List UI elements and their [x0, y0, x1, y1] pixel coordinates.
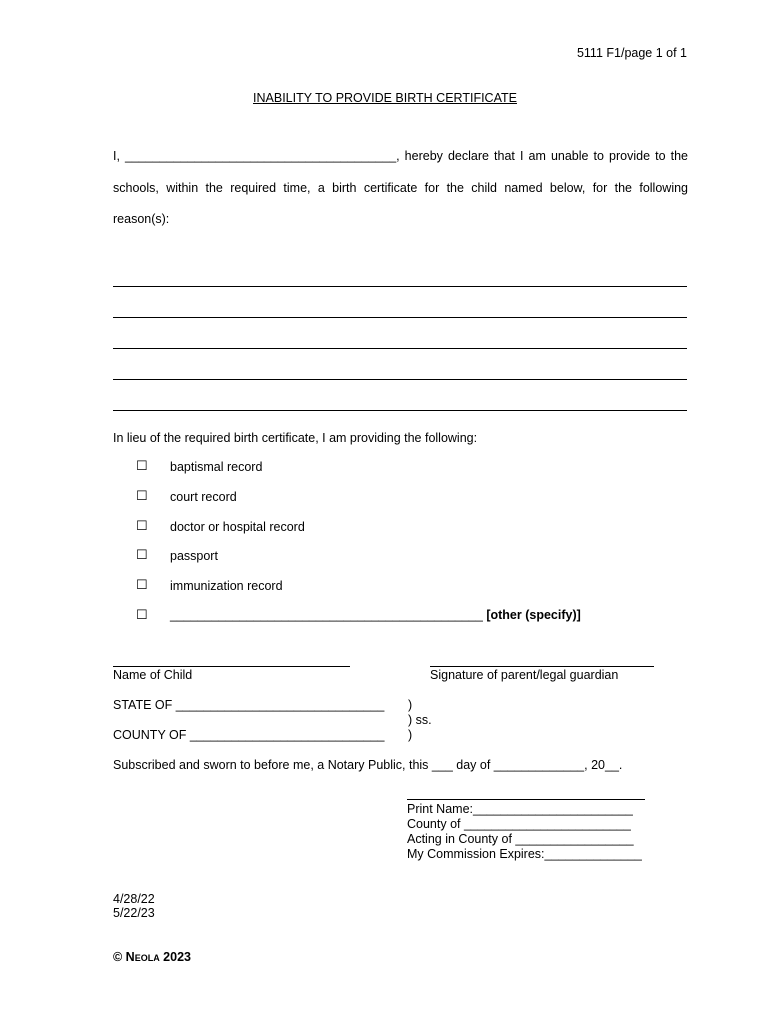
subscribed-sworn-text: Subscribed and sworn to before me, a Notary Public, this ___ day of _____________, 20__. — [113, 758, 623, 772]
checkbox-other[interactable]: ☐ — [136, 607, 148, 622]
name-of-child-label: Name of Child — [113, 668, 193, 682]
child-name-line[interactable] — [113, 666, 350, 667]
option-label: immunization record — [170, 579, 283, 593]
bracket-top: ) — [408, 698, 413, 712]
state-of-field[interactable]: STATE OF ______________________________ — [113, 698, 385, 712]
signature-label: Signature of parent/legal guardian — [430, 668, 619, 682]
bracket-bottom: ) — [408, 728, 413, 742]
declaration-line-2: schools, within the required time, a birth certificate for the child named below, for the following — [113, 181, 688, 195]
revision-date-2: 5/22/23 — [113, 906, 155, 920]
option-label: doctor or hospital record — [170, 520, 305, 534]
notary-county-of[interactable]: County of ________________________ — [407, 817, 631, 831]
reason-line-5[interactable] — [113, 410, 687, 411]
checkbox-baptismal-record[interactable]: ☐ — [136, 458, 148, 473]
checkbox-passport[interactable]: ☐ — [136, 547, 148, 562]
option-label: passport — [170, 549, 218, 563]
reason-line-4[interactable] — [113, 379, 687, 380]
notary-print-name[interactable]: Print Name:_______________________ — [407, 802, 633, 816]
declaration-line-1: I, _______________________________________, hereby declare that I am unable to provide to the — [113, 149, 688, 163]
reason-line-1[interactable] — [113, 286, 687, 287]
checkbox-court-record[interactable]: ☐ — [136, 488, 148, 503]
option-label: court record — [170, 490, 237, 504]
other-label: [other (specify)] — [486, 608, 581, 622]
revision-date-1: 4/28/22 — [113, 892, 155, 906]
guardian-signature-line[interactable] — [430, 666, 654, 667]
in-lieu-text: In lieu of the required birth certificate, I am providing the following: — [113, 431, 478, 445]
notary-signature-line[interactable] — [407, 799, 645, 800]
checkbox-doctor-hospital-record[interactable]: ☐ — [136, 518, 148, 533]
form-title: INABILITY TO PROVIDE BIRTH CERTIFICATE — [253, 91, 517, 105]
reason-line-3[interactable] — [113, 348, 687, 349]
reason-line-2[interactable] — [113, 317, 687, 318]
other-specify-field[interactable] — [170, 608, 581, 622]
notary-commission-expires[interactable]: My Commission Expires:______________ — [407, 847, 642, 861]
copyright-notice: © Neola 2023 — [113, 950, 191, 964]
checkbox-immunization-record[interactable]: ☐ — [136, 577, 148, 592]
declaration-line-3: reason(s): — [113, 212, 170, 226]
option-label: baptismal record — [170, 460, 263, 474]
county-of-field[interactable]: COUNTY OF ____________________________ — [113, 728, 385, 742]
bracket-ss: ) ss. — [408, 713, 432, 727]
notary-acting-in-county[interactable]: Acting in County of _________________ — [407, 832, 634, 846]
page-reference: 5111 F1/page 1 of 1 — [576, 46, 687, 60]
other-blank: _____________________________________________ — [170, 608, 483, 622]
